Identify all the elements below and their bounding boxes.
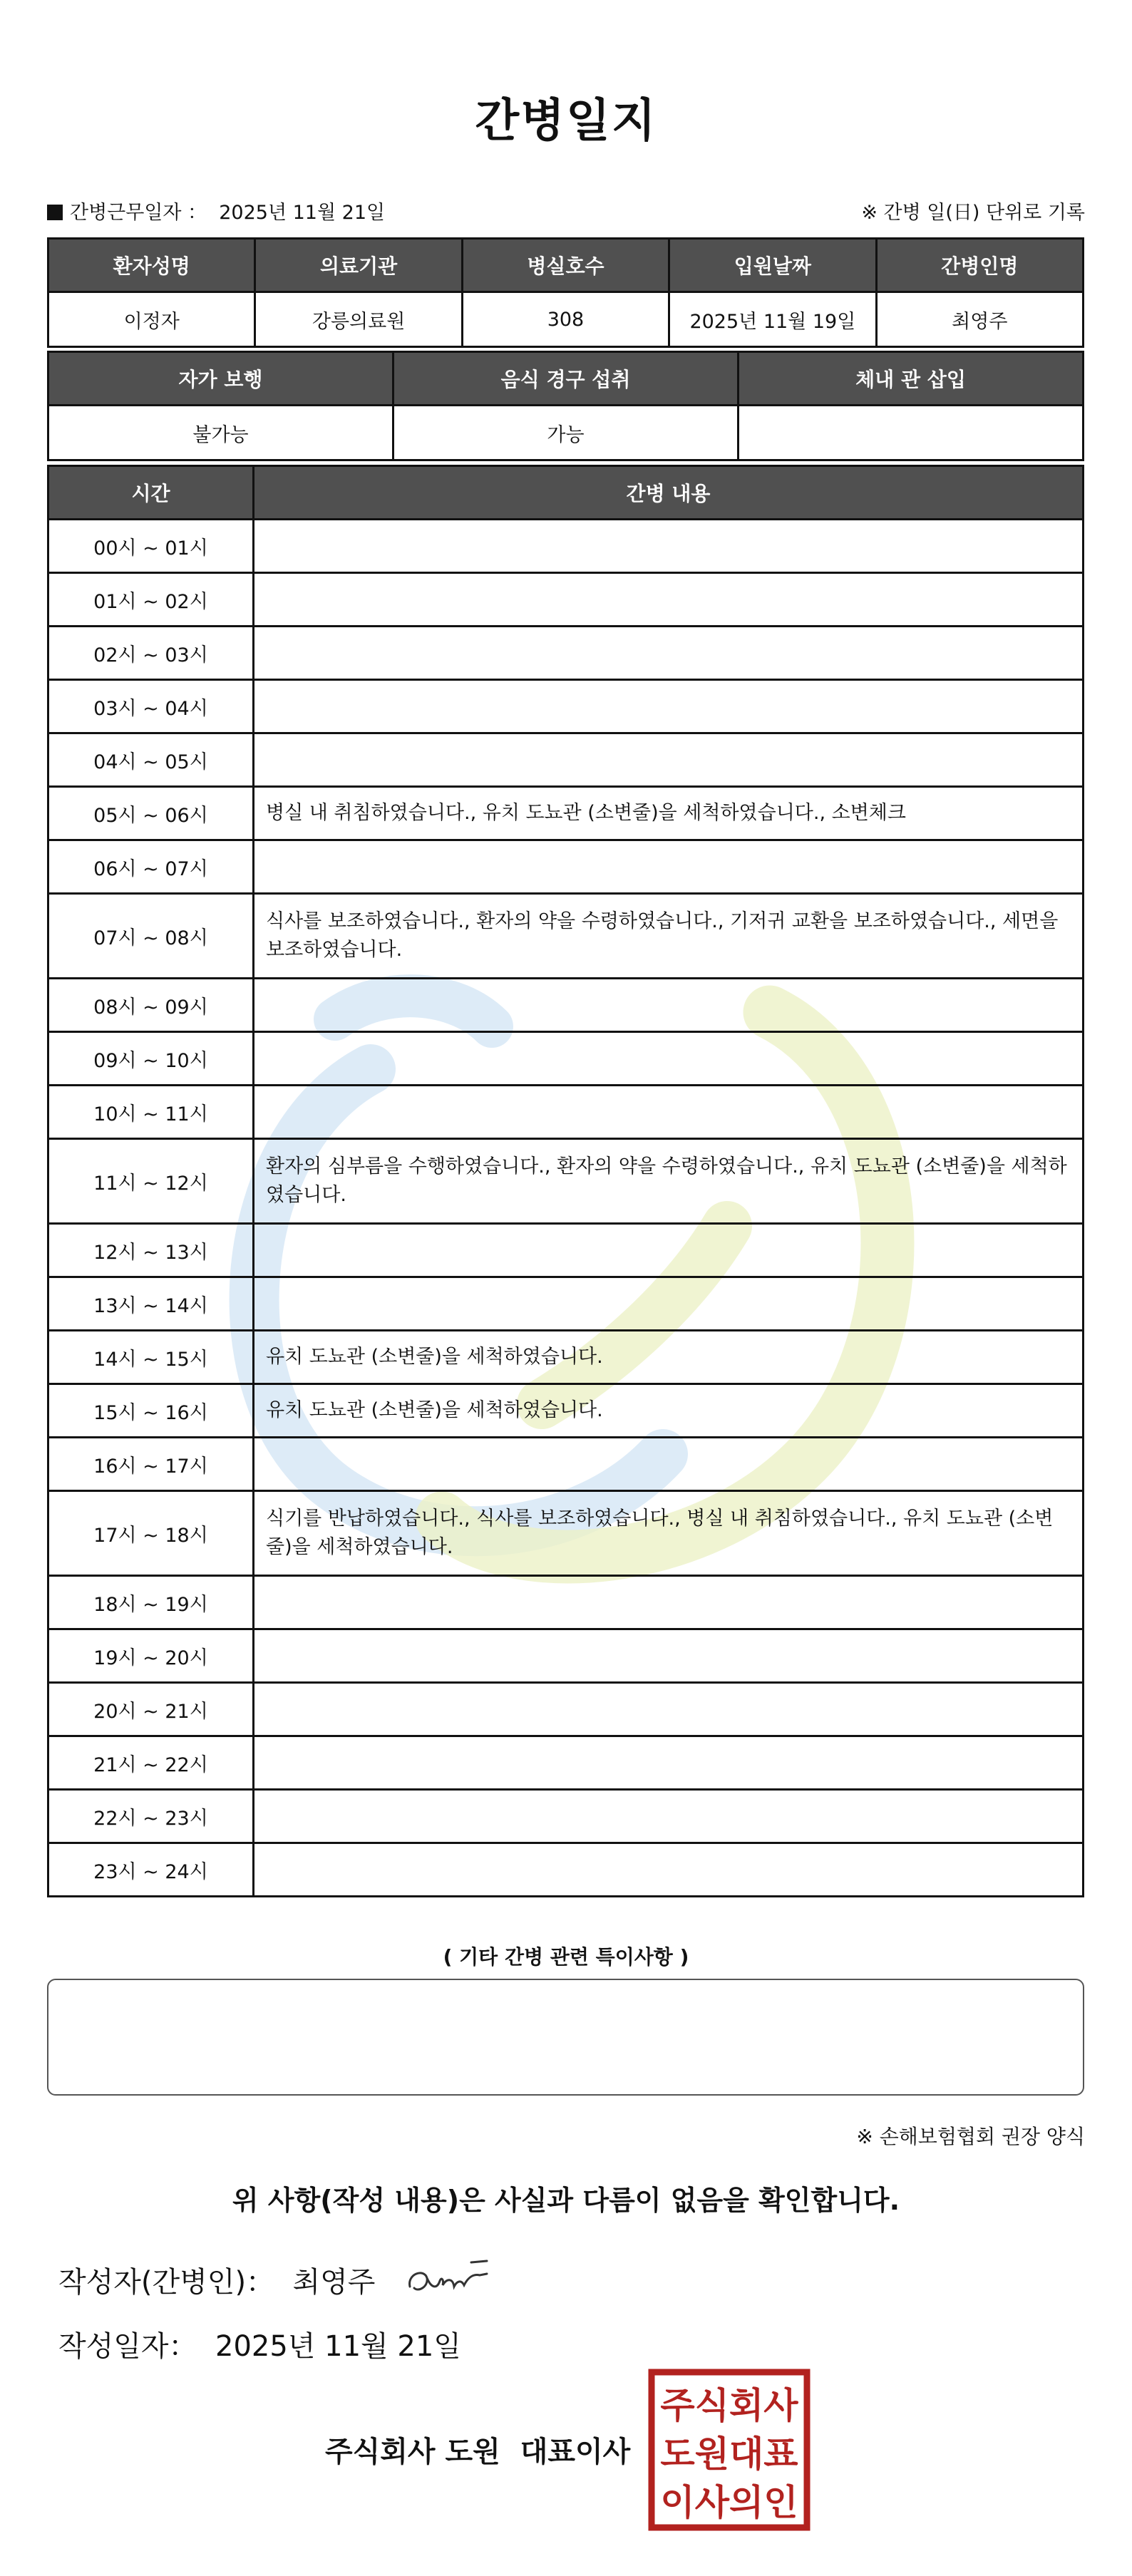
care-content-cell	[254, 520, 1084, 573]
room-number: 308	[462, 292, 669, 347]
care-content-cell	[254, 1086, 1084, 1139]
time-cell: 19시 ~ 20시	[48, 1629, 254, 1683]
date-value: 2025년 11월 21일	[215, 2330, 461, 2363]
table-row	[48, 1277, 1084, 1331]
table-row	[48, 1843, 1084, 1897]
time-cell: 08시 ~ 09시	[48, 979, 254, 1032]
writer-label: 작성자(간병인)：	[58, 2266, 275, 2299]
care-content-cell	[254, 627, 1084, 680]
header-hospital: 의료기관	[255, 239, 462, 292]
time-cell: 15시 ~ 16시	[48, 1384, 254, 1438]
hospital-name: 강릉의료원	[255, 292, 462, 347]
seal-line-3: 이사의인	[660, 2482, 798, 2523]
tube-insertion-value	[739, 406, 1084, 460]
time-cell: 03시 ~ 04시	[48, 680, 254, 733]
header-time: 시간	[48, 466, 254, 520]
care-content-cell: 유치 도뇨관 (소변줄)을 세척하였습니다.	[254, 1331, 1084, 1384]
table-row	[48, 573, 1084, 627]
work-date-value: 2025년 11월 21일	[219, 202, 386, 224]
writer-name: 최영주	[292, 2266, 376, 2299]
table-row	[48, 733, 1084, 787]
header-room: 병실호수	[462, 239, 669, 292]
representative-title: 대표이사	[520, 2436, 631, 2468]
table-row	[48, 1086, 1084, 1139]
time-cell: 10시 ~ 11시	[48, 1086, 254, 1139]
care-content-cell	[254, 1576, 1084, 1629]
header-oral-intake: 음식 경구 섭취	[393, 352, 739, 406]
company-seal-stamp	[647, 2368, 811, 2532]
header-self-walking: 자가 보행	[48, 352, 393, 406]
care-content-cell	[254, 1438, 1084, 1491]
square-bullet-icon	[47, 205, 63, 220]
care-content-cell	[254, 1736, 1084, 1790]
admission-date: 2025년 11월 19일	[669, 292, 876, 347]
table-row	[48, 1331, 1084, 1384]
patient-info-table	[47, 237, 1084, 348]
care-content-cell: 식사를 보조하였습니다., 환자의 약을 수령하였습니다., 기저귀 교환을 보조하였습니다., 세면을 보조하였습니다.	[254, 894, 1084, 979]
table-row	[48, 1438, 1084, 1491]
company-name: 주식회사 도원	[325, 2436, 500, 2468]
work-date-label: 간병근무일자 ：	[70, 202, 207, 224]
care-content-cell	[254, 1790, 1084, 1843]
time-cell: 23시 ~ 24시	[48, 1843, 254, 1897]
care-content-cell	[254, 573, 1084, 627]
notes-box	[47, 1979, 1084, 2096]
table-row	[48, 840, 1084, 894]
work-date-line	[47, 197, 385, 225]
time-cell: 07시 ~ 08시	[48, 894, 254, 979]
care-content-cell	[254, 1224, 1084, 1277]
company-line	[325, 2429, 650, 2470]
time-cell: 17시 ~ 18시	[48, 1491, 254, 1576]
care-content-cell: 식기를 반납하였습니다., 식사를 보조하였습니다., 병실 내 취침하였습니다., 유치 도뇨관 (소변줄)을 세척하였습니다.	[254, 1491, 1084, 1576]
table-row	[48, 787, 1084, 840]
notes-title: ( 기타 간병 관련 특이사항 )	[443, 1945, 689, 1969]
time-cell: 18시 ~ 19시	[48, 1576, 254, 1629]
time-cell: 05시 ~ 06시	[48, 787, 254, 840]
time-cell: 22시 ~ 23시	[48, 1790, 254, 1843]
patient-status-table	[47, 351, 1084, 461]
care-content-cell	[254, 1843, 1084, 1897]
time-cell: 04시 ~ 05시	[48, 733, 254, 787]
time-cell: 09시 ~ 10시	[48, 1032, 254, 1086]
patient-name: 이정자	[48, 292, 255, 347]
time-cell: 16시 ~ 17시	[48, 1438, 254, 1491]
care-content-cell	[254, 840, 1084, 894]
time-cell: 11시 ~ 12시	[48, 1139, 254, 1224]
care-log-table	[47, 465, 1084, 1897]
care-content-cell: 병실 내 취침하였습니다., 유치 도뇨관 (소변줄)을 세척하였습니다., 소변체크	[254, 787, 1084, 840]
table-row	[48, 979, 1084, 1032]
table-row	[48, 627, 1084, 680]
table-row	[48, 1491, 1084, 1576]
care-content-cell	[254, 1629, 1084, 1683]
writer-line	[58, 2260, 375, 2300]
time-cell: 13시 ~ 14시	[48, 1277, 254, 1331]
header-caregiver: 간병인명	[876, 239, 1083, 292]
care-content-cell	[254, 1683, 1084, 1736]
table-row	[48, 1139, 1084, 1224]
time-cell: 06시 ~ 07시	[48, 840, 254, 894]
table-row	[48, 680, 1084, 733]
time-cell: 02시 ~ 03시	[48, 627, 254, 680]
caregiver-name: 최영주	[876, 292, 1083, 347]
time-cell: 21시 ~ 22시	[48, 1736, 254, 1790]
care-content-cell	[254, 680, 1084, 733]
table-row	[48, 1576, 1084, 1629]
time-cell: 14시 ~ 15시	[48, 1331, 254, 1384]
care-content-cell	[254, 1032, 1084, 1086]
oral-intake-value: 가능	[393, 406, 739, 460]
date-label: 작성일자：	[58, 2330, 197, 2363]
handwritten-signature	[403, 2252, 495, 2302]
table-row	[48, 1790, 1084, 1843]
header-patient-name: 환자성명	[48, 239, 255, 292]
care-content-cell	[254, 1277, 1084, 1331]
table-row	[48, 1384, 1084, 1438]
header-admission-date: 입원날짜	[669, 239, 876, 292]
time-cell: 20시 ~ 21시	[48, 1683, 254, 1736]
care-content-cell	[254, 979, 1084, 1032]
care-content-cell: 환자의 심부름을 수행하였습니다., 환자의 약을 수령하였습니다., 유치 도뇨관 (소변줄)을 세척하였습니다.	[254, 1139, 1084, 1224]
care-content-cell: 유치 도뇨관 (소변줄)을 세척하였습니다.	[254, 1384, 1084, 1438]
table-row	[48, 1629, 1084, 1683]
seal-line-1: 주식회사	[660, 2385, 798, 2426]
recommend-note: ※ 손해보험협회 권장 양식	[856, 2125, 1085, 2148]
document-title: 간병일지	[475, 95, 657, 148]
time-cell: 00시 ~ 01시	[48, 520, 254, 573]
seal-line-2: 도원대표	[660, 2433, 798, 2475]
time-cell: 01시 ~ 02시	[48, 573, 254, 627]
header-tube-insertion: 체내 관 삽입	[739, 352, 1084, 406]
table-row	[48, 1224, 1084, 1277]
table-row	[48, 1736, 1084, 1790]
written-date-line	[58, 2324, 461, 2364]
table-row	[48, 894, 1084, 979]
table-row	[48, 1683, 1084, 1736]
self-walking-value: 불가능	[48, 406, 393, 460]
header-care-content: 간병 내용	[254, 466, 1084, 520]
table-row	[48, 520, 1084, 573]
time-cell: 12시 ~ 13시	[48, 1224, 254, 1277]
table-row	[48, 1032, 1084, 1086]
unit-note: ※ 간병 일(日) 단위로 기록	[861, 202, 1085, 224]
care-content-cell	[254, 733, 1084, 787]
confirmation-statement: 위 사항(작성 내용)은 사실과 다름이 없음을 확인합니다.	[232, 2185, 900, 2216]
